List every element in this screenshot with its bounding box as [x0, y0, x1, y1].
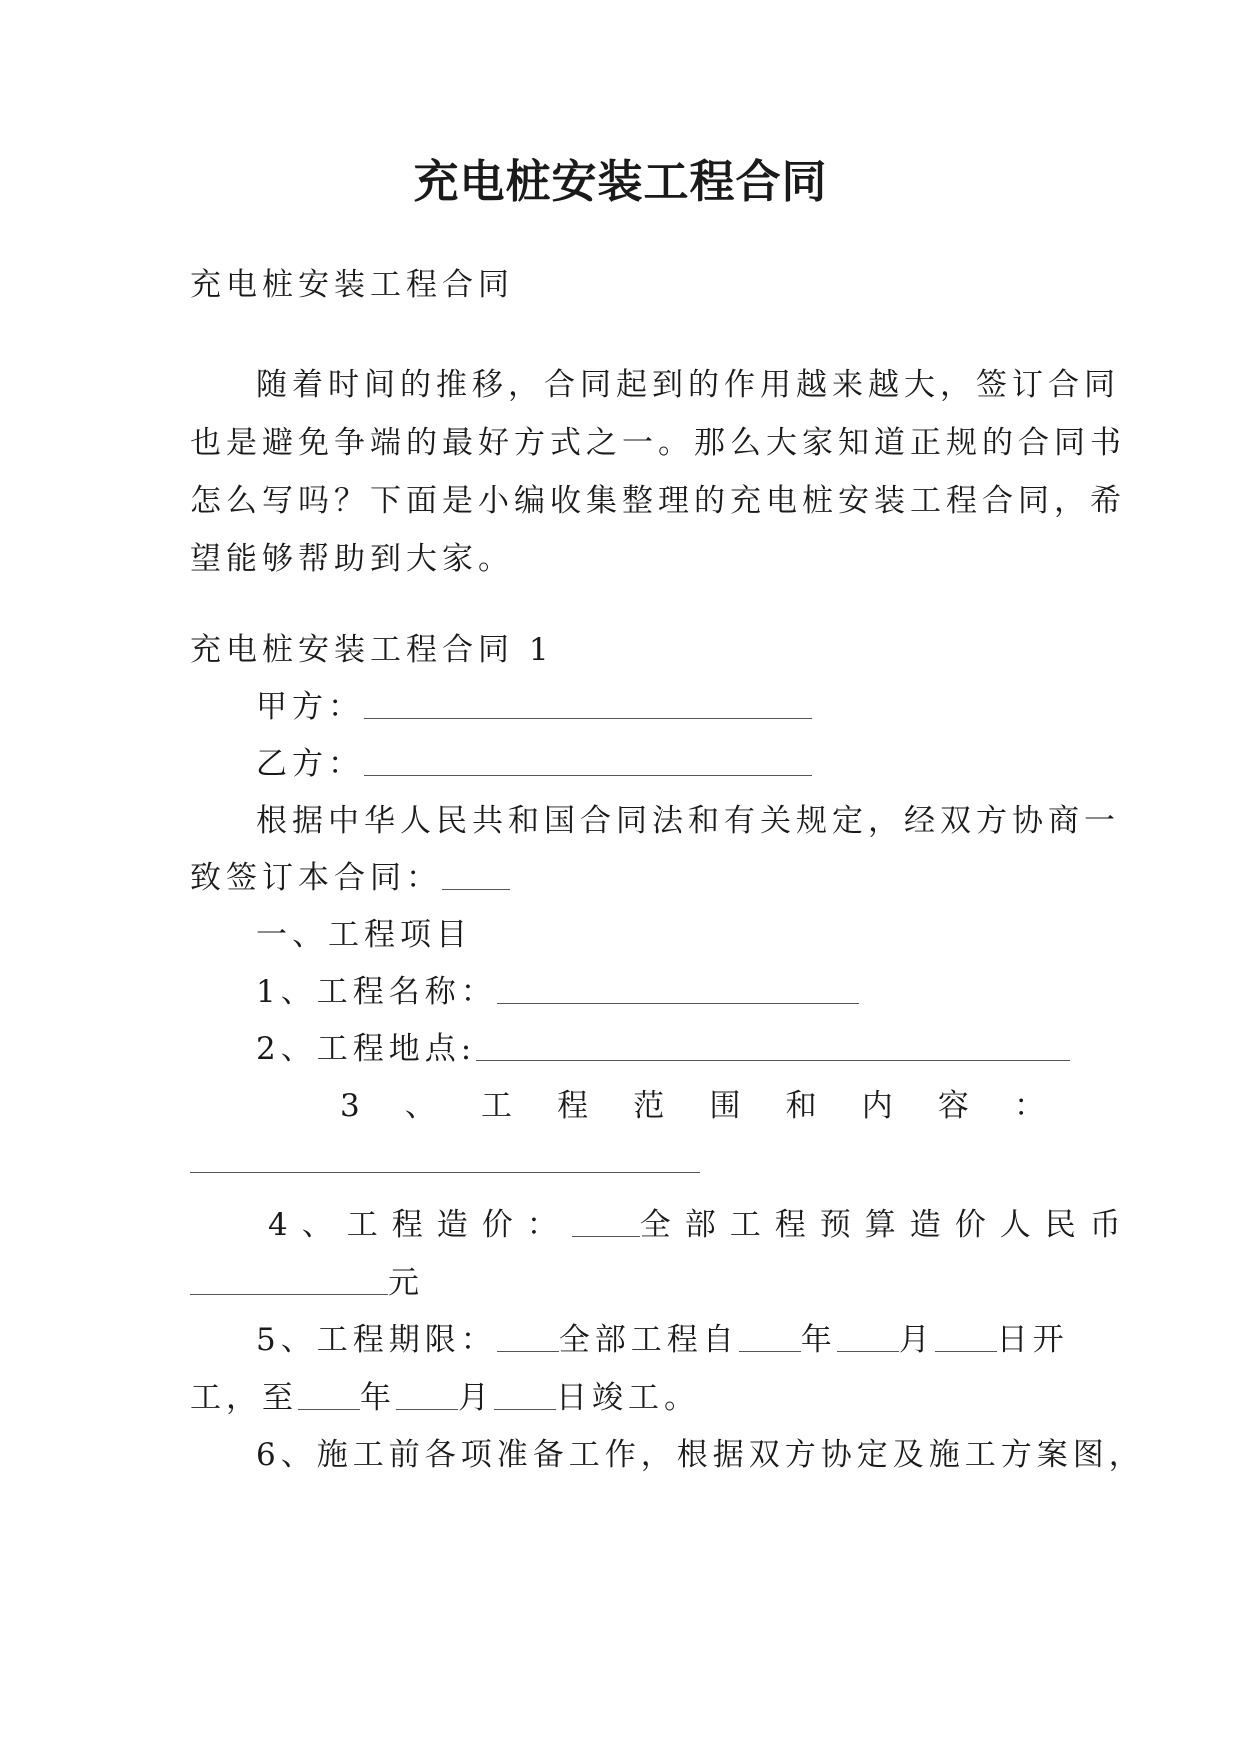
party-b-line [190, 734, 1055, 794]
item-1-line [190, 962, 1055, 1022]
item-4-unit: 元 [388, 1265, 424, 1301]
contract-heading: 充电桩安装工程合同 1 [190, 632, 554, 668]
item-5-end-day: 日竣工。 [556, 1380, 700, 1416]
item-3-char: 、 [404, 1088, 441, 1124]
item-3-char: 工 [481, 1088, 518, 1124]
item-5-start-day: 日开 [996, 1322, 1069, 1358]
item-3-char: ： [1014, 1088, 1050, 1124]
item-5-blank-1 [497, 1315, 559, 1352]
item-3-char: 围 [709, 1088, 746, 1124]
item-3-char: 范 [633, 1088, 670, 1124]
item-4-line-2 [190, 1253, 1055, 1313]
item-4-line [268, 1195, 1135, 1255]
item-3-char: 容 [937, 1088, 974, 1124]
intro-line-3: 怎么写吗？下面是小编收集整理的充电桩安装工程合同，希 [190, 483, 1126, 519]
intro-line-4: 望能够帮助到大家。 [190, 541, 514, 577]
basis-line-2-text: 致签订本合同： [190, 860, 442, 896]
item-5-line [190, 1310, 1069, 1370]
basis-line-1: 根据中华人民共和国合同法和有关规定，经双方协商一 [256, 803, 1120, 839]
document-title: 充电桩安装工程合同 [413, 155, 828, 208]
item-6-line: 6、施工前各项准备工作，根据双方协定及施工方案图， [256, 1437, 1145, 1473]
item-5-from: 全部工程自 [558, 1322, 739, 1358]
party-b-label: 乙方： [256, 746, 364, 782]
basis-blank [442, 853, 510, 890]
item-5-year: 年 [800, 1322, 837, 1358]
item-3-blank [190, 1148, 700, 1173]
document-subtitle: 充电桩安装工程合同 [190, 267, 514, 303]
item-3-chars [340, 1076, 1050, 1136]
item-5-month-2: 月 [458, 1380, 494, 1416]
item-3-char: 程 [557, 1088, 594, 1124]
item-2-label: 2、工程地点: [256, 1031, 477, 1067]
item-5-month: 月 [898, 1322, 935, 1358]
item-3-line [340, 1076, 1050, 1136]
item-4-text: 全部工程预算造价人民币 [639, 1207, 1135, 1243]
party-a-blank [364, 682, 812, 719]
item-5-label: 5、工程期限： [256, 1322, 497, 1358]
item-4-blank-1 [572, 1200, 640, 1237]
item-5-line-2-start: 工，至 [190, 1380, 298, 1416]
party-a-label: 甲方： [256, 689, 364, 725]
item-5-line-2 [190, 1368, 1055, 1428]
item-3-char: 内 [861, 1088, 898, 1124]
item-1-label: 1、工程名称： [256, 974, 497, 1010]
item-5-blank-2 [739, 1315, 801, 1352]
item-4-label: 4、工程造价： [268, 1207, 572, 1243]
item-5-blank-5 [298, 1373, 360, 1410]
item-5-blank-3 [837, 1315, 899, 1352]
item-4-blank-2 [190, 1258, 388, 1295]
item-5-year-2: 年 [360, 1380, 396, 1416]
intro-line-2: 也是避免争端的最好方式之一。那么大家知道正规的合同书 [190, 425, 1126, 461]
intro-line-1: 随着时间的推移，合同起到的作用越来越大，签订合同 [256, 367, 1120, 403]
item-1-blank [497, 967, 859, 1004]
item-5-blank-4 [935, 1315, 997, 1352]
item-5-blank-7 [494, 1373, 556, 1410]
item-2-blank [476, 1024, 1070, 1061]
section-1-heading: 一、工程项目 [256, 917, 472, 953]
basis-line-2 [190, 848, 1055, 908]
item-3-blank-line [190, 1131, 1055, 1191]
item-5-blank-6 [396, 1373, 458, 1410]
party-a-line [190, 677, 1055, 737]
party-b-blank [364, 739, 812, 776]
item-3-char: 3 [340, 1088, 365, 1124]
item-2-line [190, 1019, 1055, 1079]
item-3-char: 和 [785, 1088, 822, 1124]
